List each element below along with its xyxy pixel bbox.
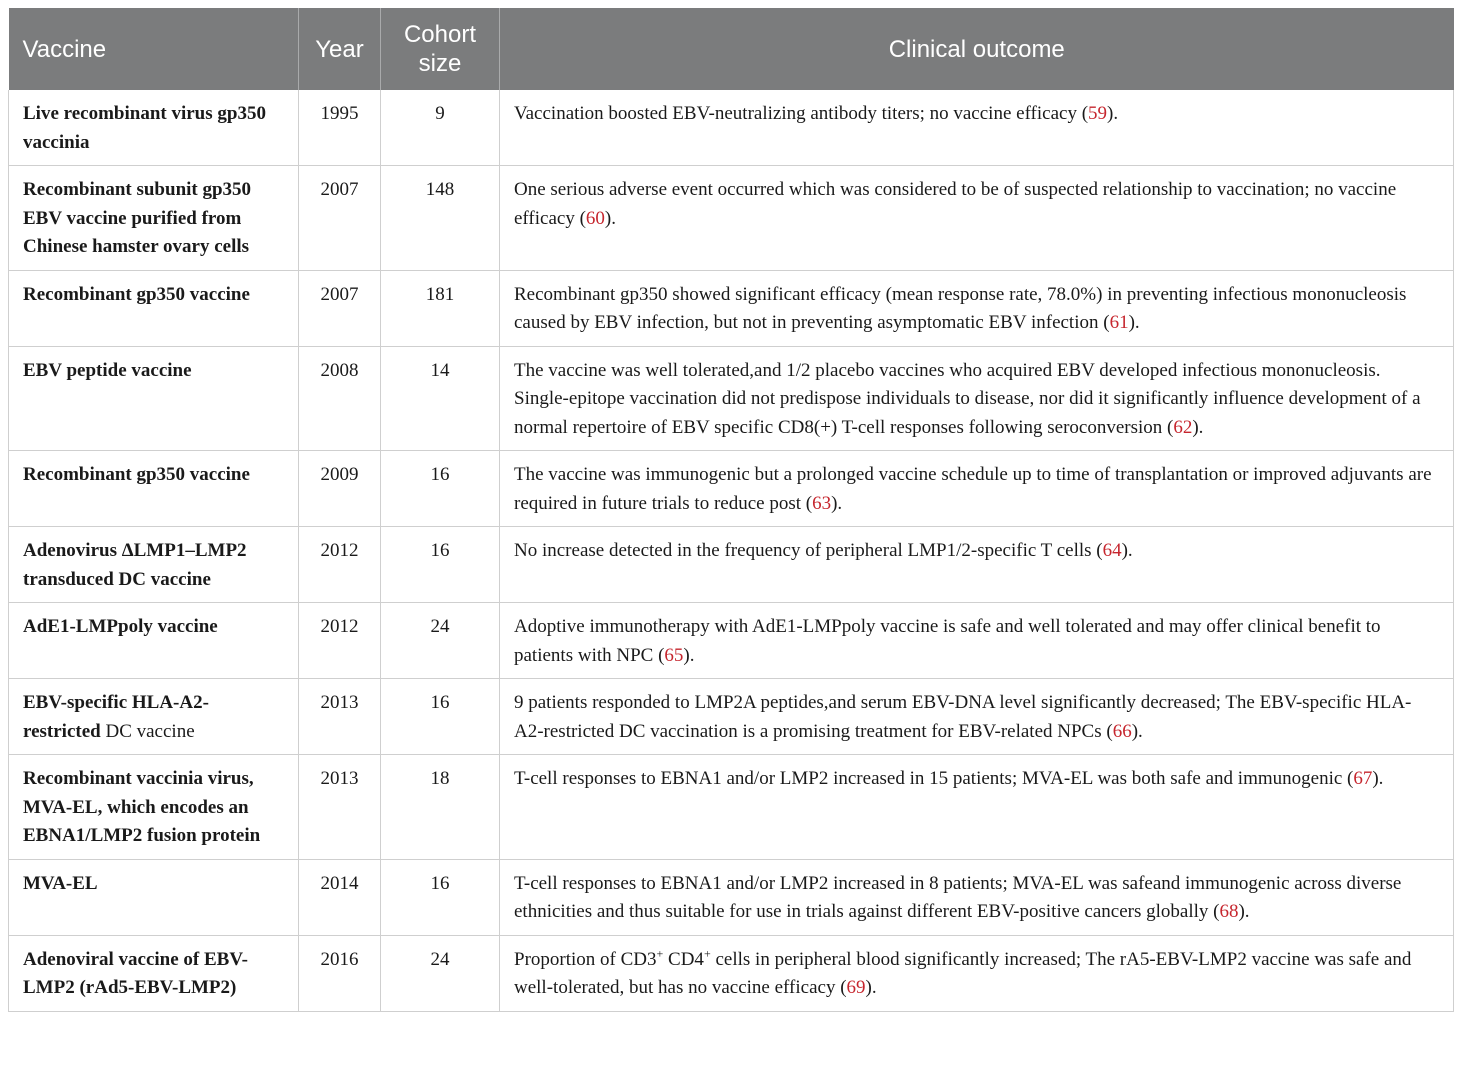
outcome-text: Recombinant gp350 showed significant efficacy (mean response rate, 78.0%) in preventing infectious mononucleosis caused by EBV infection, but not in preventing asymptomatic EBV infection ( [514,283,1407,333]
outcome-end: ). [604,207,616,229]
cohort-cell: 16 [381,859,500,935]
header-vaccine: Vaccine [9,8,299,90]
outcome-end: ). [1192,416,1204,438]
header-cohort-size [381,8,500,90]
year-cell: 2007 [299,270,381,346]
cohort-cell: 181 [381,270,500,346]
table-row [9,935,1454,1011]
year-cell: 2012 [299,527,381,603]
outcome-cell [500,90,1454,166]
outcome-end: ). [1131,720,1143,742]
table-row [9,270,1454,346]
table-row [9,679,1454,755]
vaccine-cell: Recombinant vaccinia virus, MVA-EL, which encodes an EBNA1/LMP2 fusion protein [9,755,299,860]
outcome-cell [500,679,1454,755]
outcome-cell [500,755,1454,860]
vaccine-cell: MVA-EL [9,859,299,935]
vaccine-cell: AdE1-LMPpoly vaccine [9,603,299,679]
outcome-text: One serious adverse event occurred which was considered to be of suspected relationship to vaccination; no vaccine efficacy ( [514,179,1397,229]
outcome-cell [500,527,1454,603]
cohort-cell: 14 [381,346,500,451]
outcome-end: ). [831,492,843,514]
reference-link[interactable]: 67 [1353,768,1373,789]
cohort-cell: 9 [381,90,500,166]
reference-link[interactable]: 60 [585,207,605,229]
outcome-cell [500,166,1454,271]
vaccine-cell: EBV peptide vaccine [9,346,299,451]
vaccine-cell: Adenoviral vaccine of EBV-LMP2 (rAd5-EBV-LMP2) [9,935,299,1011]
year-cell: 2013 [299,755,381,860]
table-row [9,603,1454,679]
year-cell: 2016 [299,935,381,1011]
year-cell: 2014 [299,859,381,935]
reference-link[interactable]: 64 [1102,540,1122,561]
reference-link[interactable]: 65 [664,644,684,666]
outcome-text: Vaccination boosted EBV-neutralizing antibody titers; no vaccine efficacy ( [514,103,1089,124]
outcome-cell [500,935,1454,1011]
header-cohort-line2: size [418,50,462,77]
year-cell: 2008 [299,346,381,451]
cohort-cell: 18 [381,755,500,860]
outcome-text: 9 patients responded to LMP2A peptides,and serum EBV-DNA level significantly decreased; The EBV-specific HLA-A2-restricted DC vaccination is a promising treatment for EBV-related NPCs ( [514,692,1412,742]
cohort-cell: 16 [381,527,500,603]
vaccine-table-container [8,8,1453,1012]
vaccine-cell: Live recombinant virus gp350 vaccinia [9,90,299,166]
year-cell: 1995 [299,90,381,166]
reference-link[interactable]: 69 [846,977,866,998]
outcome-cell [500,603,1454,679]
year-cell: 2012 [299,603,381,679]
vaccine-cell [9,679,299,755]
outcome-mid: CD4 [663,948,704,970]
outcome-end: ). [1107,103,1119,124]
cohort-cell: 24 [381,935,500,1011]
cohort-cell: 24 [381,603,500,679]
table-row [9,451,1454,527]
outcome-cell [500,270,1454,346]
header-cohort-line1: Cohort [403,21,477,48]
outcome-pre: Proportion of CD3 [514,948,657,970]
year-cell: 2007 [299,166,381,271]
outcome-text: Adoptive immunotherapy with AdE1-LMPpoly vaccine is safe and well tolerated and may offer clinical benefit to patients with NPC ( [514,616,1381,666]
outcome-text: T-cell responses to EBNA1 and/or LMP2 increased in 15 patients; MVA-EL was both safe and immunogenic ( [514,768,1354,789]
cohort-cell: 16 [381,451,500,527]
year-cell: 2009 [299,451,381,527]
header-clinical-outcome: Clinical outcome [500,8,1454,90]
outcome-end: ). [683,644,695,666]
vaccine-cell: Recombinant gp350 vaccine [9,451,299,527]
outcome-text: No increase detected in the frequency of peripheral LMP1/2-specific T cells ( [514,540,1103,561]
table-row [9,90,1454,166]
table-row [9,527,1454,603]
outcome-cell [500,451,1454,527]
superscript-plus: + [656,946,664,961]
outcome-cell [500,346,1454,451]
outcome-cell [500,859,1454,935]
outcome-end: ). [1128,312,1140,333]
vaccine-normal-text: DC vaccine [100,720,195,742]
table-row [9,755,1454,860]
outcome-end: ). [1372,768,1384,789]
table-header-row [9,8,1454,90]
vaccine-trials-table [8,8,1454,1012]
outcome-text: T-cell responses to EBNA1 and/or LMP2 increased in 8 patients; MVA-EL was safeand immunogenic across diverse ethnicities and thus suitable for use in trials against different EBV-positive cancers globally ( [514,872,1402,922]
outcome-end: ). [865,977,877,998]
reference-link[interactable]: 61 [1109,312,1129,333]
table-row [9,346,1454,451]
outcome-end: ). [1121,540,1133,561]
vaccine-cell: Adenovirus ΔLMP1–LMP2 transduced DC vaccine [9,527,299,603]
cohort-cell: 148 [381,166,500,271]
table-row [9,859,1454,935]
header-year: Year [299,8,381,90]
table-row [9,166,1454,271]
reference-link[interactable]: 68 [1219,901,1239,922]
reference-link[interactable]: 62 [1173,416,1193,438]
cohort-cell: 16 [381,679,500,755]
outcome-text: cells in peripheral blood significantly increased; The rA5-EBV-LMP2 vaccine was safe and well-tolerated, but has no vaccine efficacy ( [514,948,1412,998]
superscript-plus: + [703,946,711,961]
outcome-text: The vaccine was immunogenic but a prolonged vaccine schedule up to time of transplantation or improved adjuvants are required in future trials to reduce post ( [514,464,1432,514]
reference-link[interactable]: 59 [1088,103,1108,124]
outcome-end: ). [1238,901,1250,922]
vaccine-bold-text: EBV-specific HLA-A2-restricted [23,692,209,742]
year-cell: 2013 [299,679,381,755]
vaccine-cell: Recombinant gp350 vaccine [9,270,299,346]
vaccine-cell: Recombinant subunit gp350 EBV vaccine purified from Chinese hamster ovary cells [9,166,299,271]
reference-link[interactable]: 66 [1112,720,1132,742]
outcome-text: The vaccine was well tolerated,and 1/2 placebo vaccines who acquired EBV developed infectious mononucleosis. Single-epitope vaccination did not predispose individuals to disease, nor did it significantly influence development of a normal repertoire of EBV specific CD8(+) T-cell responses following seroconversion ( [514,359,1421,438]
reference-link[interactable]: 63 [812,492,832,514]
